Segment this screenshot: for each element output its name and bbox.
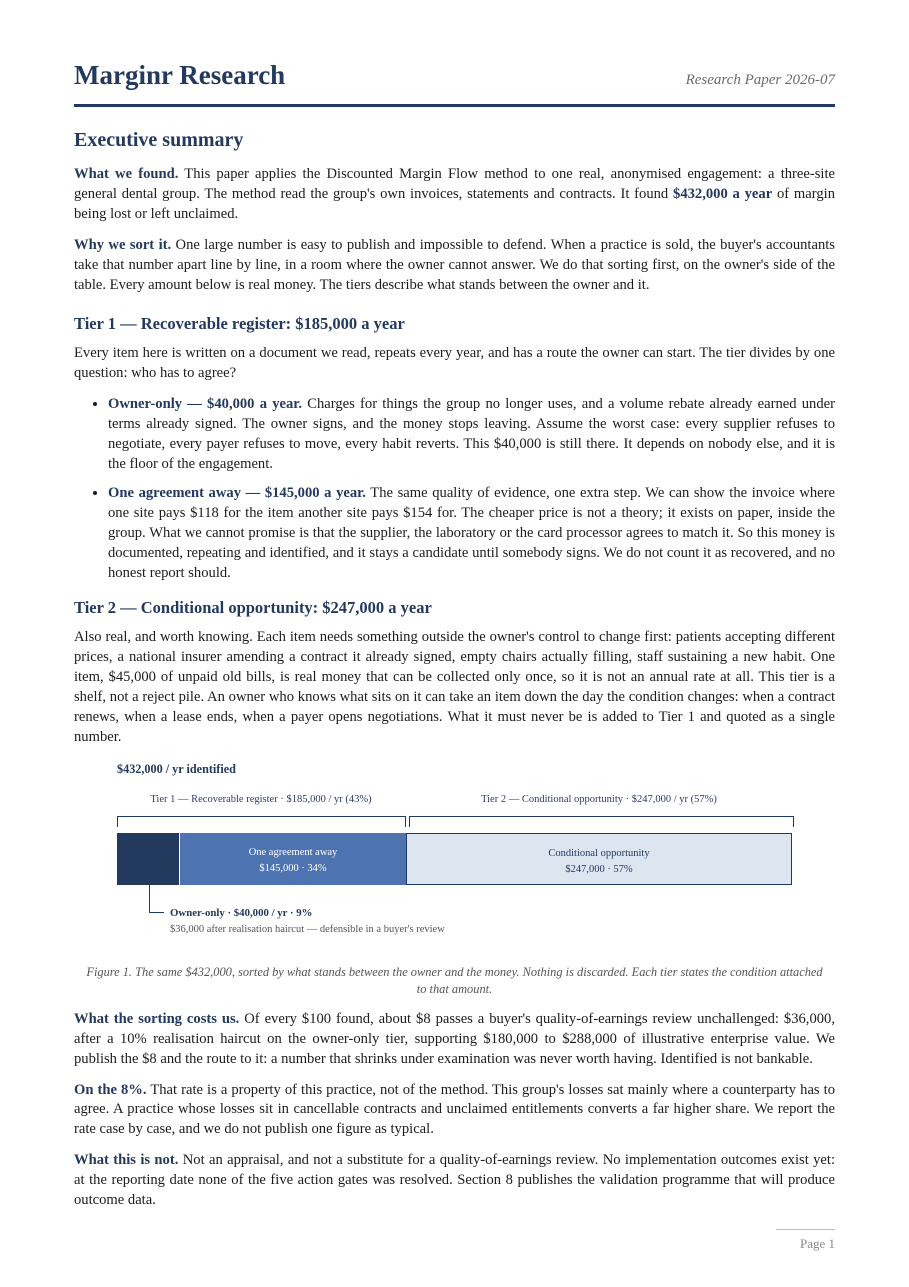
- segment-value: $247,000 · 57%: [565, 863, 633, 875]
- paragraph-text: One large number is easy to publish and impossible to defend. When a practice is sold, the buyer's accountants take that number apart line by line, in a room where the owner cannot answer. We do that sorting first, on the owner's side of the table. Every amount below is real money. The tiers describe what stands between the owner and it.: [74, 236, 835, 293]
- paragraph-what-we-found: [74, 165, 835, 225]
- bar-segment-owner-only: [117, 833, 179, 885]
- lead-in: Why we sort it.: [74, 236, 172, 253]
- lead-in: What we found.: [74, 166, 179, 182]
- brand-title: Marginr Research: [74, 60, 286, 90]
- list-item-one-agreement-away: [108, 484, 835, 584]
- lead-in: On the 8%.: [74, 1081, 147, 1098]
- paragraph-text: That rate is a property of this practice, not of the method. This group's losses sat mainly where a counterparty has to agree. A practice whose losses sit in cancellable contracts and unclaimed entitlements converts a far higher share. We report the rate case by case, and we do not publish one figure as typical.: [74, 1081, 835, 1138]
- segment-value: $145,000 · 34%: [259, 862, 327, 874]
- paragraph-text: of margin being lost or left unclaimed.: [74, 185, 835, 222]
- lead-in: One agreement away — $145,000 a year.: [108, 484, 366, 501]
- bar-segment-one-agreement-away: [180, 833, 406, 885]
- lead-in: Owner-only — $40,000 a year.: [108, 396, 303, 413]
- bar-segment-conditional-opportunity: [406, 833, 792, 885]
- main-content: [74, 126, 835, 1222]
- highlight-amount: $432,000 a year: [673, 185, 773, 202]
- paper-id: Research Paper 2026-07: [685, 72, 835, 88]
- lead-in: What this is not.: [74, 1152, 179, 1169]
- page-header: [74, 58, 835, 107]
- lead-in: What the sorting costs us.: [74, 1010, 240, 1027]
- figure-caption: Figure 1. The same $432,000, sorted by what stands between the owner and the money. Nothing is discarded. Each tier states the condition attached to that amount.: [86, 964, 823, 997]
- footer-divider: [776, 1229, 835, 1230]
- segment-name: Conditional opportunity: [548, 847, 650, 859]
- chart-title: $432,000 / yr identified: [117, 761, 236, 776]
- bar-segment-label: [180, 845, 406, 877]
- paragraph-tier2: Also real, and worth knowing. Each item needs something outside the owner's control to change first: patients accepting different prices, a national insurer amending a contract it already signed, empty chairs actually filling, staff sustaining a new habit. One item, $45,000 of unpaid old bills, is real money that can be collected only once, so it is not an annual rate at all. This tier is a shelf, not a reject pile. An owner who knows what sits on it can take an item down the day the condition changes: when a contract renews, when a lease ends, when a payer opens negotiations. What it must never be is added to Tier 1 and quoted as a single number.: [74, 629, 835, 745]
- callout-leader-line: [149, 885, 164, 913]
- bar-segment-label: [407, 846, 791, 878]
- tier2-bracket-label: Tier 2 — Conditional opportunity · $247,000 / yr (57%): [481, 793, 717, 805]
- figure-tier-breakdown: [74, 762, 835, 958]
- section-heading-tier1: Tier 1 — Recoverable register: $185,000 a year: [74, 314, 405, 334]
- paragraph-tier1-intro: Every item here is written on a document we read, repeats every year, and has a route the owner can start. The tier divides by one question: who has to agree?: [74, 345, 835, 382]
- section-heading-tier2: Tier 2 — Conditional opportunity: $247,000 a year: [74, 598, 432, 618]
- segment-name: One agreement away: [248, 846, 338, 858]
- tier1-bracket: [117, 816, 406, 827]
- paragraph-text: Not an appraisal, and not a substitute for a quality-of-earnings review. No implementation outcomes exist yet: at the reporting date none of the five action gates was resolved. Section 8 publishes the validation programme that will produce outcome data.: [74, 1152, 835, 1209]
- paragraph-sorting-costs: [74, 1010, 835, 1070]
- list-item-text: Charges for things the group no longer uses, and a volume rebate already earned under terms already signed. The owner signs, and the money stops leaving. Assume the worst case: every supplier refuses to negotiate, every payer refuses to move, every habit reverts. This $40,000 is still there. It depends on nobody else, and it is the floor of the engagement.: [108, 396, 835, 472]
- paragraph-on-the-8-percent: [74, 1081, 835, 1141]
- paragraph-why-we-sort: [74, 236, 835, 296]
- list-item-owner-only: [108, 395, 835, 475]
- tier1-bracket-label: Tier 1 — Recoverable register · $185,000 / yr (43%): [150, 793, 372, 805]
- list-item-text: The same quality of evidence, one extra step. We can show the invoice where one site pays $118 for the item another site pays $154 for. The cheaper price is not a theory; it exists on paper, inside the group. What we cannot promise is that the supplier, the laboratory or the card processor agrees to match it. So this money is documented, repeating and identified, and it stays a candidate until somebody signs. We do not count it as recovered, and no honest report should.: [108, 484, 835, 581]
- page-number: Page 1: [799, 1236, 835, 1251]
- callout-note: $36,000 after realisation haircut — defensible in a buyer's review: [170, 923, 445, 935]
- section-heading-executive-summary: Executive summary: [74, 129, 244, 151]
- callout-title: Owner-only · $40,000 / yr · 9%: [170, 906, 313, 919]
- tier1-list: [74, 395, 835, 583]
- tier2-bracket: [409, 816, 794, 827]
- paragraph-what-this-is-not: [74, 1151, 835, 1211]
- paragraph-text: This paper applies the Discounted Margin Flow method to one real, anonymised engagement: a three-site general dental group. The method read the group's own invoices, statements and contracts. It found: [74, 166, 835, 202]
- paragraph-text: Of every $100 found, about $8 passes a buyer's quality-of-earnings review unchallenged: $36,000, after a 10% realisation haircut on the owner-only tier, supporting $180,000 to $288,000 of illustrative enterprise value. We publish the $8 and the route to it: a number that shrinks under examination was never worth having. Identified is not bankable.: [74, 1010, 835, 1067]
